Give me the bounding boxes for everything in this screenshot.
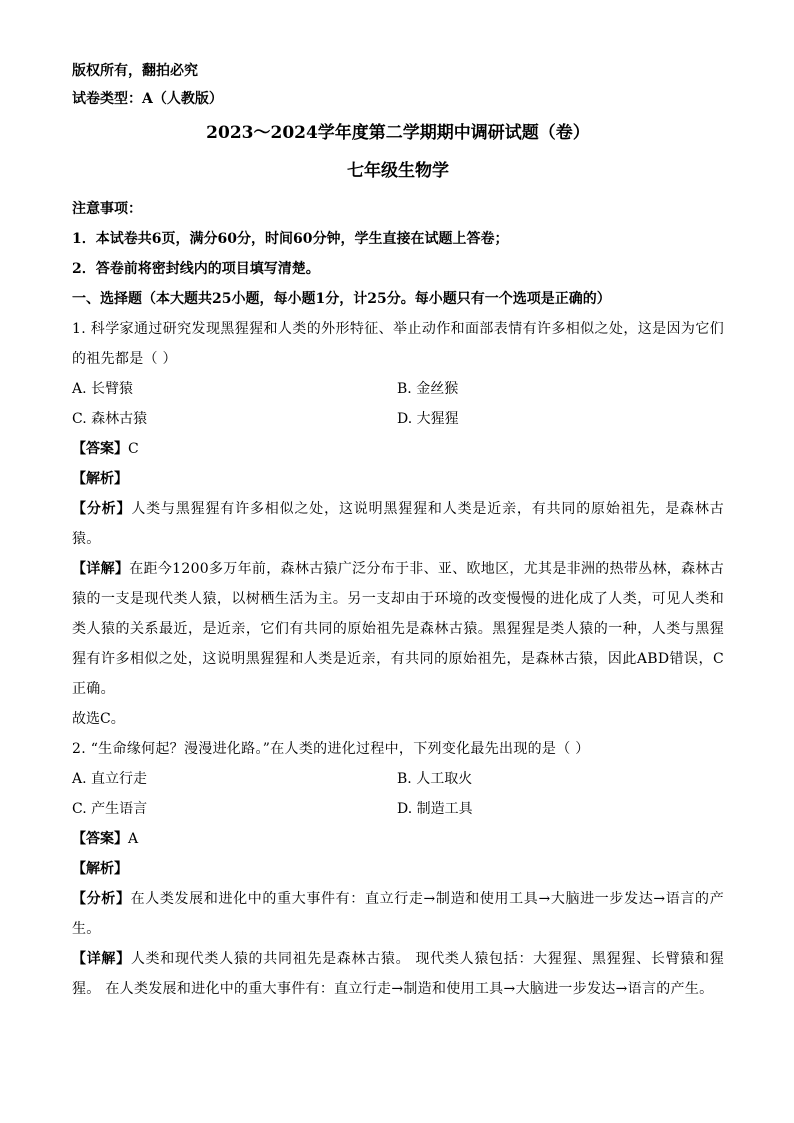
- notes-block: [72, 194, 724, 314]
- option-d: D. 制造工具: [397, 801, 473, 817]
- answer-tag: 【答案】: [72, 441, 128, 457]
- exam-subject: 七年级生物学: [347, 161, 449, 181]
- option-row: [72, 764, 724, 794]
- answer-line: [72, 824, 724, 854]
- detail-paragraph: [72, 554, 724, 704]
- option-row: [72, 404, 724, 434]
- detail-paragraph: [72, 944, 724, 1004]
- exam-title: 2023～2024学年度第二学期期中调研试题（卷）: [206, 123, 590, 143]
- detail-text: 人类和现代类人猿的共同祖先是森林古猿。 现代类人猿包括：大猩猩、黑猩猩、长臂猿和猩猩。 在人类发展和进化中的重大事件有：直立行走→制造和使用工具→大脑进一步发达→语言的产生。: [72, 951, 724, 997]
- notes-heading: 注意事项：: [72, 201, 142, 217]
- paper-type: 试卷类型：A（人教版）: [72, 91, 223, 107]
- question-1: [72, 314, 724, 734]
- question-stem: 1. 科学家通过研究发现黑猩猩和人类的外形特征、举止动作和面部表情有许多相似之处，这是因为它们的祖先都是（ ）: [72, 321, 724, 367]
- detail-text: 在距今1200多万年前，森林古猿广泛分布于非、亚、欧地区，尤其是非洲的热带丛林，森林古猿的一支是现代类人猿，以树栖生活为主。另一支却由于环境的改变慢慢的进化成了人类，可见人类和类人猿的关系最近，是近亲，它们有共同的原始祖先是森林古猿。黑猩猩是类人猿的一种，人类与黑猩猩有许多相似之处，这说明黑猩猩和人类是近亲，有共同的原始祖先，是森林古猿，因此ABD错误，C正确。: [72, 561, 725, 697]
- fenxi-paragraph: [72, 884, 724, 944]
- fenxi-text: 人类与黑猩猩有许多相似之处，这说明黑猩猩和人类是近亲，有共同的原始祖先，是森林古猿。: [72, 501, 725, 547]
- option-row: [72, 374, 724, 404]
- detail-tag: 【详解】: [72, 951, 131, 967]
- option-row: [72, 794, 724, 824]
- option-a: A. 长臂猿: [72, 381, 134, 397]
- option-c: C. 产生语言: [72, 801, 148, 817]
- analysis-tag: 【解析】: [72, 471, 128, 487]
- question-2: [72, 734, 724, 1004]
- option-b: B. 人工取火: [397, 771, 473, 787]
- fenxi-tag: 【分析】: [72, 501, 132, 517]
- answer-line: [72, 434, 724, 464]
- fenxi-text: 在人类发展和进化中的重大事件有：直立行走→制造和使用工具→大脑进一步发达→语言的产生。: [72, 891, 724, 937]
- analysis-tag: 【解析】: [72, 861, 128, 877]
- fenxi-paragraph: [72, 494, 724, 554]
- question-stem: 2. “生命缘何起？漫漫进化路。”在人类的进化过程中，下列变化最先出现的是（ ）: [72, 741, 590, 757]
- option-c: C. 森林古猿: [72, 411, 148, 427]
- option-a: A. 直立行走: [72, 771, 148, 787]
- option-b: B. 金丝猴: [397, 381, 459, 397]
- fenxi-tag: 【分析】: [72, 891, 131, 907]
- note-item: 1．本试卷共6页，满分60分，时间60分钟，学生直接在试题上答卷；: [72, 231, 509, 247]
- conclusion: 故选C。: [72, 711, 125, 727]
- page-content: [72, 62, 724, 1004]
- detail-tag: 【详解】: [72, 561, 130, 577]
- option-d: D. 大猩猩: [397, 411, 459, 427]
- answer-tag: 【答案】: [72, 831, 128, 847]
- answer-value: A: [128, 831, 139, 847]
- copyright-notice: 版权所有，翻拍必究: [72, 63, 198, 79]
- answer-value: C: [128, 441, 139, 457]
- note-item: 2．答卷前将密封线内的项目填写清楚。: [72, 261, 320, 277]
- section-heading: 一、选择题（本大题共25小题，每小题1分，计25分。每小题只有一个选项是正确的）: [72, 291, 611, 307]
